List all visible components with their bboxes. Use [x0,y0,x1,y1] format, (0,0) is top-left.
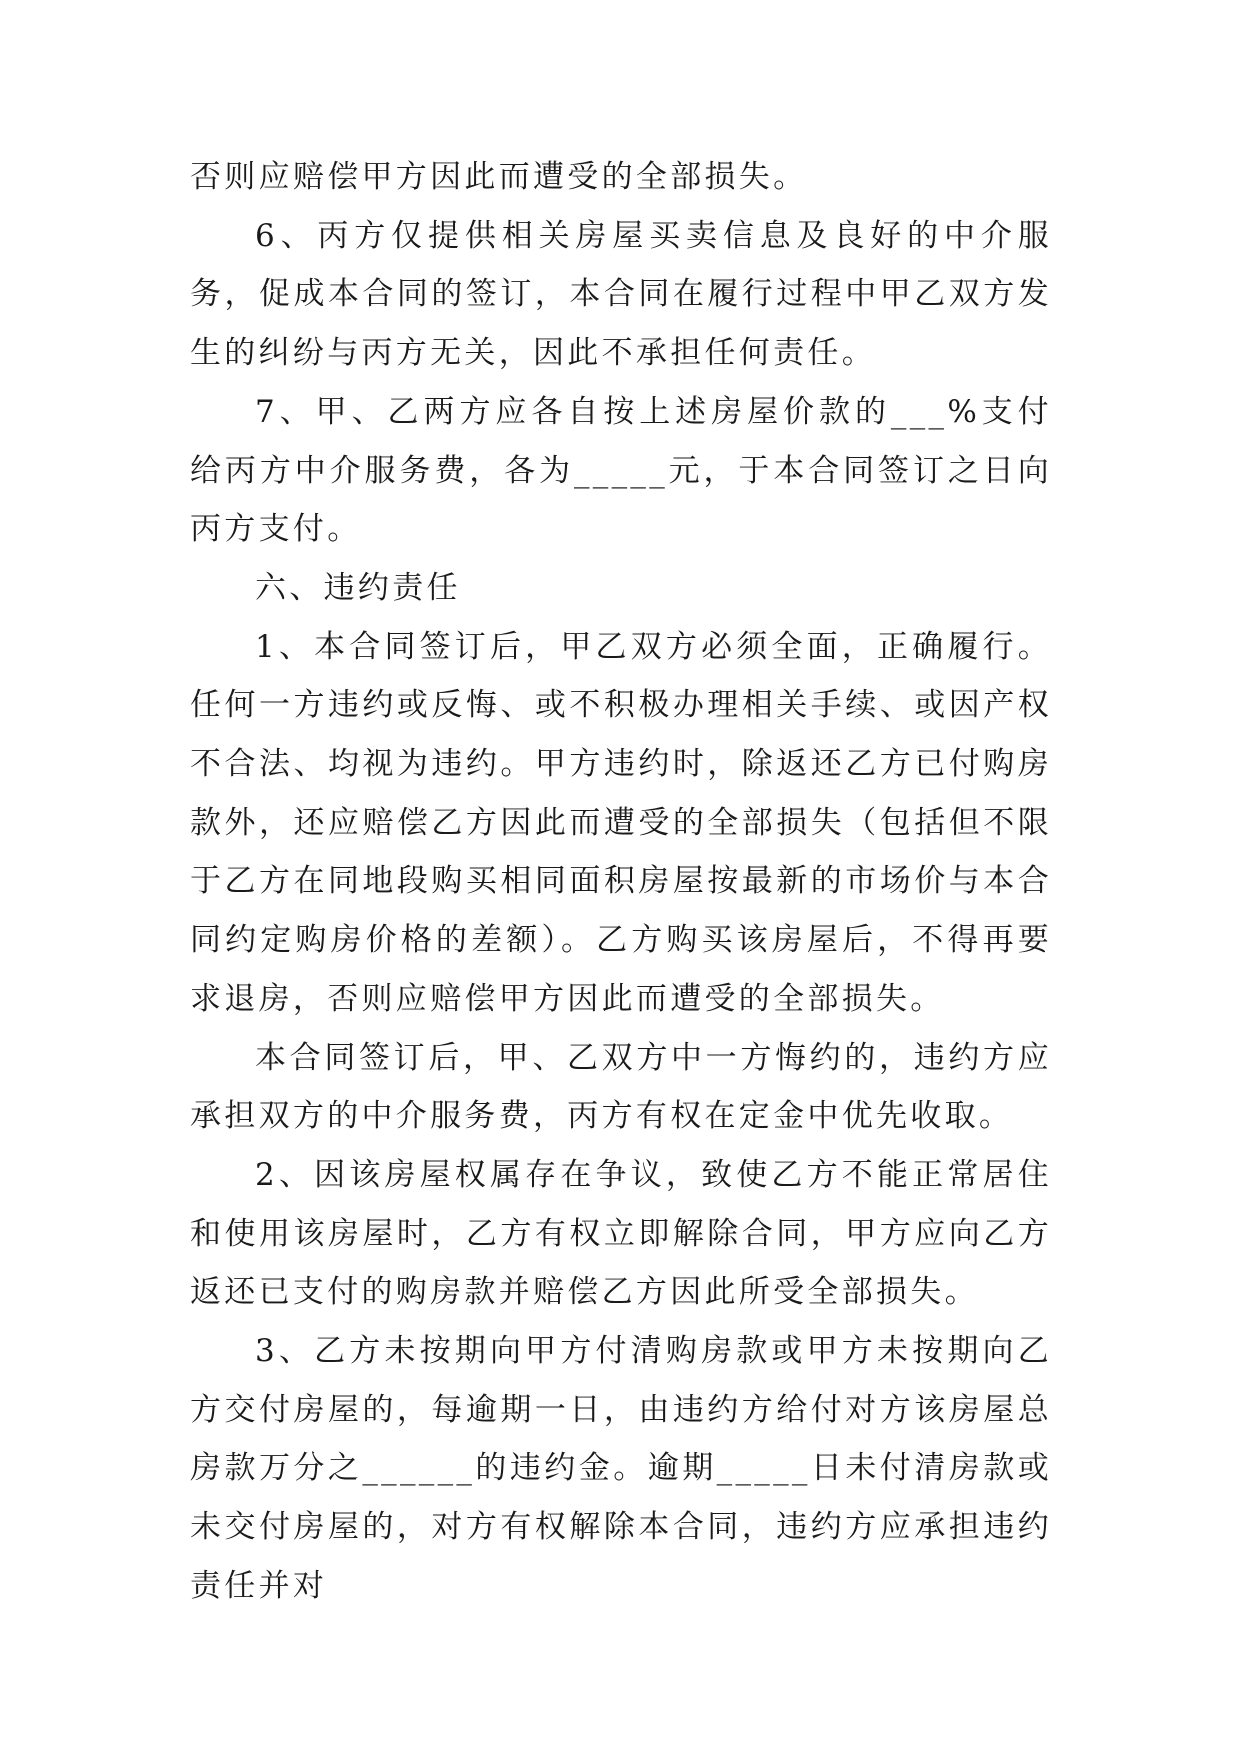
document-page [190,148,1052,1616]
paragraph-6: 6、丙方仅提供相关房屋买卖信息及良好的中介服务，促成本合同的签订，本合同在履行过程中甲乙双方发生的纠纷与丙方无关，因此不承担任何责任。 [190,217,1052,372]
paragraph-breach-1-supplement: 本合同签订后，甲、乙双方中一方悔约的，违约方应承担双方的中介服务费，丙方有权在定金中优先收取。 [190,1039,1052,1135]
paragraph-1: 否则应赔偿甲方因此而遭受的全部损失。 [190,159,808,195]
paragraph-breach-1: 1、本合同签订后，甲乙双方必须全面，正确履行。任何一方违约或反悔、或不积极办理相关手续、或因产权不合法、均视为违约。甲方违约时，除返还乙方已付购房款外，还应赔偿乙方因此而遭受的全部损失（包括但不限于乙方在同地段购买相同面积房屋按最新的市场价与本合同约定购房价格的差额）。乙方购买该房屋后，不得再要求退房，否则应赔偿甲方因此而遭受的全部损失。 [190,628,1052,1017]
paragraph-breach-3: 3、乙方未按期向甲方付清购房款或甲方未按期向乙方交付房屋的，每逾期一日，由违约方给付对方该房屋总房款万分之______的违约金。逾期_____日未付清房款或未交付房屋的，对方有权解除本合同，违约方应承担违约责任并对 [190,1333,1052,1604]
paragraph-breach-2: 2、因该房屋权属存在争议，致使乙方不能正常居住和使用该房屋时，乙方有权立即解除合同，甲方应向乙方返还已支付的购房款并赔偿乙方因此所受全部损失。 [190,1156,1052,1311]
paragraph-7: 7、甲、乙两方应各自按上述房屋价款的___%支付给丙方中介服务费，各为_____元，于本合同签订之日向丙方支付。 [190,393,1052,548]
section-heading-breach-liability: 六、违约责任 [255,569,461,606]
